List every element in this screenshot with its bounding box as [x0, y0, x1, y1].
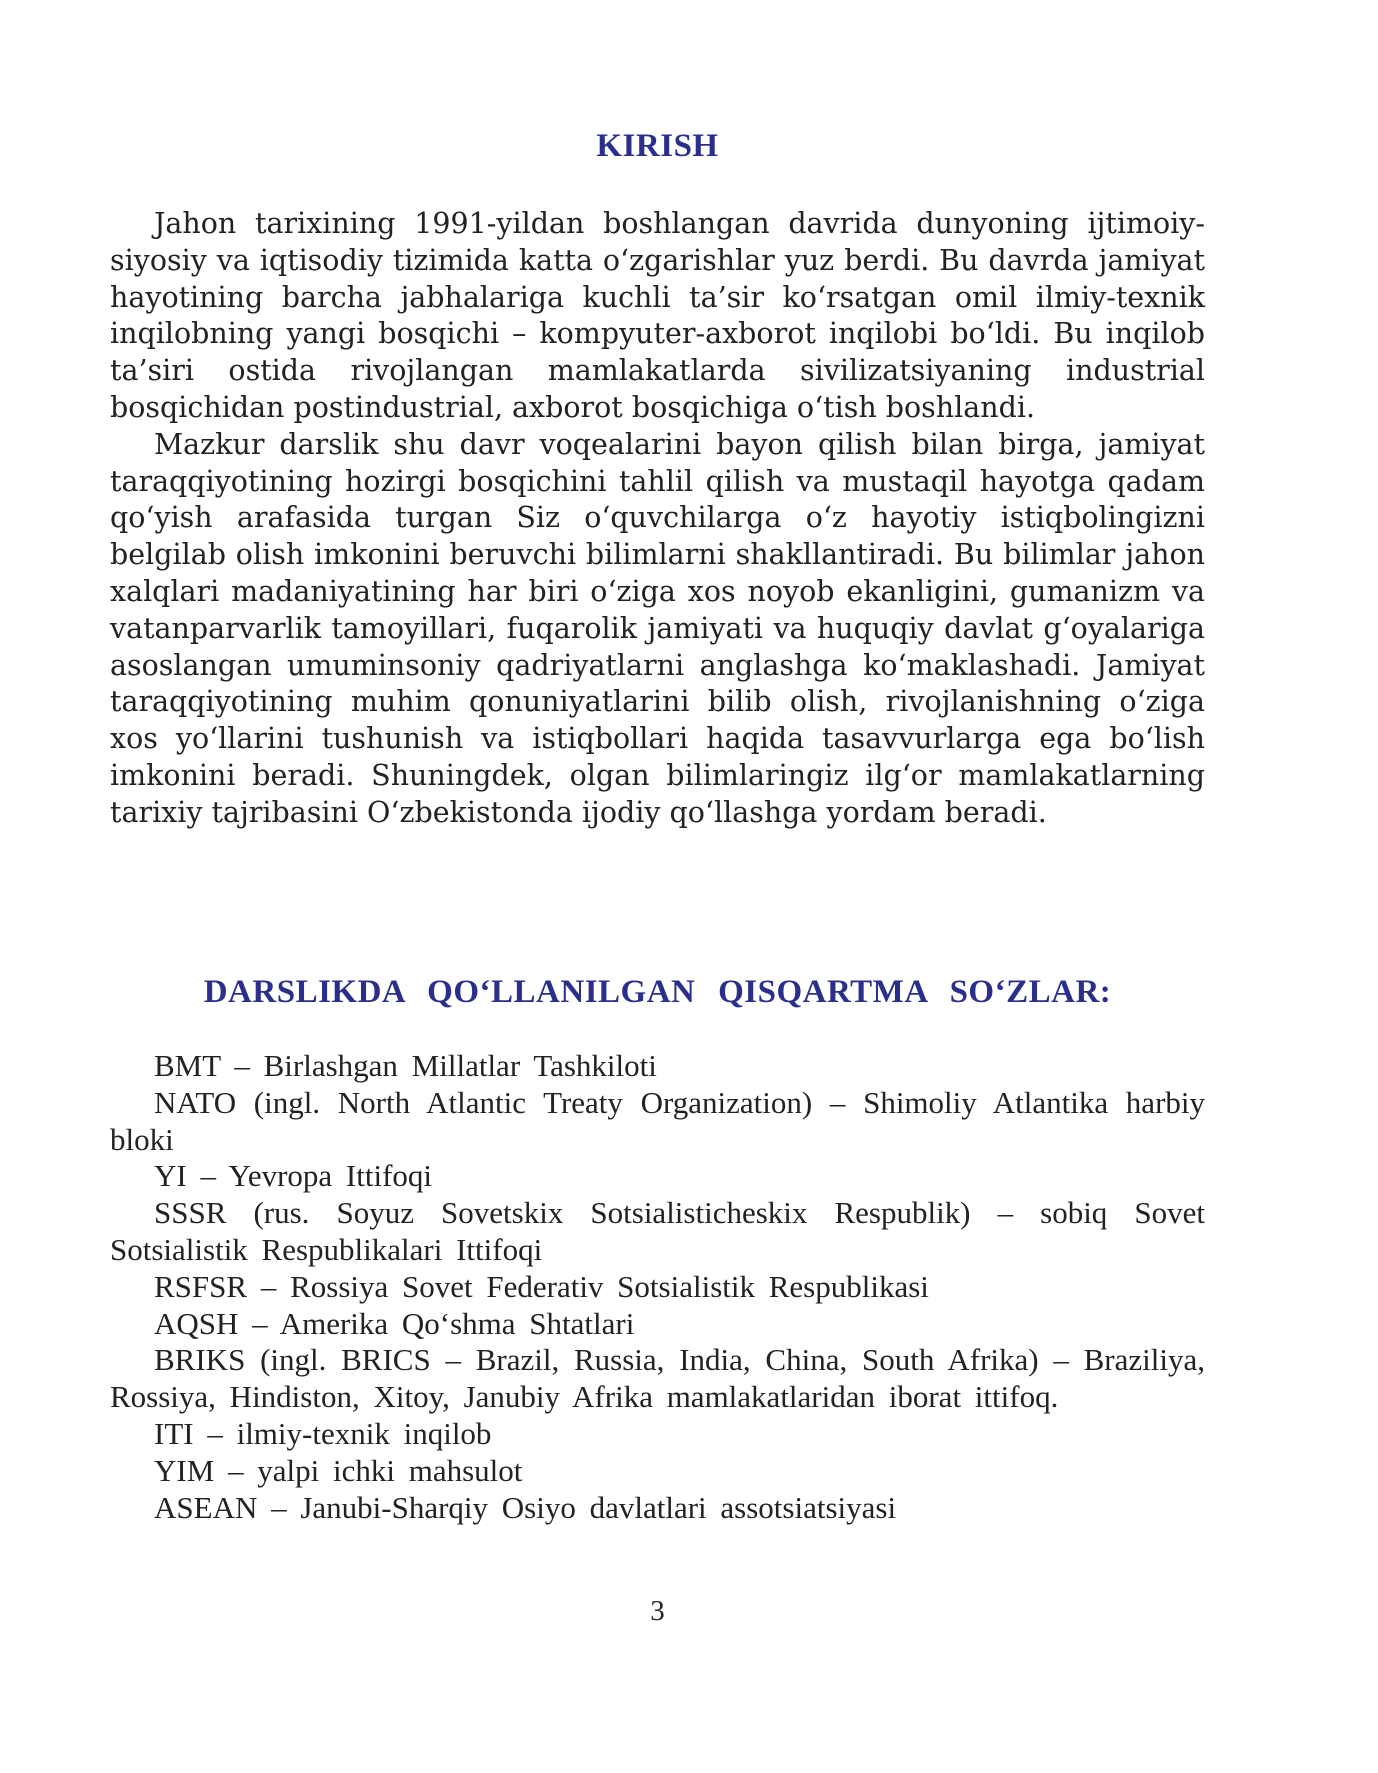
intro-body: [110, 206, 1205, 832]
intro-paragraph: Mazkur darslik shu davr voqealarini bayon qilish bilan birga, jamiyat taraqqiyotining hozirgi bosqichini tahlil qilish va mustaqil hayotga qadam qo‘yish arafasida turgan Siz o‘quvchilarga o‘z hayotiy istiqbolingizni belgilab olish imkonini beruvchi bilimlarni shakllantiradi. Bu bilimlar jahon xalqlari madaniyatining har biri o‘ziga xos noyob ekanligini, gumanizm va vatanparvarlik tamoyillari, fuqarolik jamiyati va huquqiy davlat g‘oyalariga asoslangan umuminsoniy qadriyatlarni anglashga ko‘maklashadi. Jamiyat taraqqiyotining muhim qonuniyatlarini bilib olish, rivojlanishning o‘ziga xos yo‘llarini tushunish va istiqbollari haqida tasavvurlarga ega bo‘lish imkonini beradi. Shuningdek, olgan bilimlaringiz ilg‘or mamlakatlarning tarixiy tajribasini O‘zbekistonda ijodiy qo‘llashga yordam beradi.: [110, 427, 1205, 829]
abbreviations-list: [110, 1048, 1205, 1526]
intro-paragraph: Jahon tarixining 1991-yildan boshlangan davrida dunyoning ijtimoiy-siyosiy va iqtisodiy tizimida katta o‘zgarishlar yuz berdi. Bu davrda jamiyat hayotining barcha jabhalariga kuchli ta’sir ko‘rsatgan omil ilmiy-texnik inqilobning yangi bosqichi – kompyuter-axborot inqilobi bo‘ldi. Bu inqilob ta’siri ostida rivojlangan mamlakatlarda sivilizatsiyaning industrial bosqichidan postindustrial, axborot bosqichiga o‘tish boshlandi.: [110, 207, 1205, 424]
abbreviation-item: ITI – ilmiy-texnik inqilob: [154, 1415, 492, 1451]
document-page: [110, 0, 1205, 1773]
abbreviation-item: SSSR (rus. Soyuz Sovetskix Sotsialisticheskix Respublik) – sobiq Sovet Sotsialistik Respublikalari Ittifoqi: [110, 1195, 1205, 1267]
abbreviation-item: BRIKS (ingl. BRICS – Brazil, Russia, India, China, South Afrika) – Braziliya, Rossiya, Hindiston, Xitoy, Janubiy Afrika mamlakatlaridan iborat ittifoq.: [110, 1342, 1205, 1415]
abbreviation-item: NATO (ingl. North Atlantic Treaty Organization) – Shimoliy Atlantika harbiy bloki: [110, 1084, 1205, 1157]
abbreviation-item: RSFSR – Rossiya Sovet Federativ Sotsialistik Respublikasi: [154, 1268, 929, 1304]
abbreviations-title: DARSLIKDA QO‘LLANILGAN QISQARTMA SO‘ZLAR:: [203, 974, 1112, 1010]
abbreviation-item: BMT – Birlashgan Millatlar Tashkiloti: [154, 1048, 657, 1083]
page-number: 3: [650, 1595, 665, 1627]
abbreviation-item: ASEAN – Janubi-Sharqiy Osiyo davlatlari assotsiatsiyasi: [154, 1489, 897, 1525]
abbreviation-item: YI – Yevropa Ittifoqi: [154, 1158, 433, 1194]
abbreviation-item: YIM – yalpi ichki mahsulot: [154, 1452, 523, 1488]
abbreviation-item: AQSH – Amerika Qo‘shma Shtatlari: [154, 1305, 635, 1341]
intro-title: KIRISH: [596, 128, 719, 164]
